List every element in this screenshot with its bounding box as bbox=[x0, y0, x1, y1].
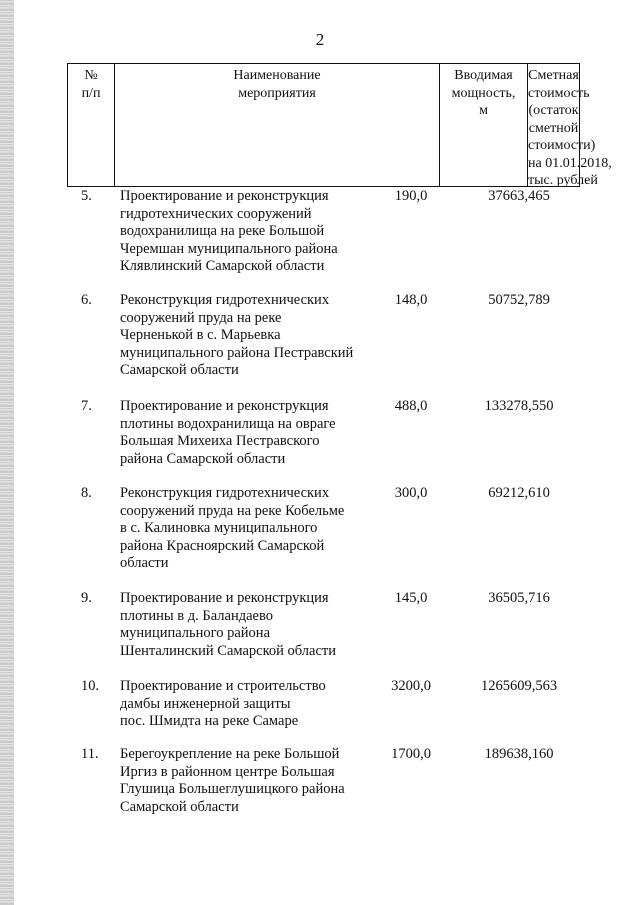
header-name-line: Наименование bbox=[233, 68, 321, 83]
row-name bbox=[120, 292, 365, 380]
row-cost: 189638,160 bbox=[484, 746, 554, 762]
row-name-line: Проектирование и реконструкция bbox=[120, 188, 329, 204]
header-power-line: Вводимая bbox=[454, 68, 513, 83]
header-num-line: п/п bbox=[81, 85, 101, 101]
row-power: 145,0 bbox=[394, 590, 428, 606]
row-power: 148,0 bbox=[394, 292, 428, 308]
header-cost-line: на 01.01.2018, bbox=[528, 155, 612, 171]
row-name-line: муниципального района Пестравский bbox=[120, 344, 354, 361]
row-name-line: в с. Калиновка муниципального bbox=[120, 520, 318, 537]
header-cost bbox=[527, 64, 612, 188]
row-cost: 69212,610 bbox=[488, 485, 550, 501]
row-number: 9. bbox=[81, 590, 92, 606]
row-name-line: плотины в д. Баландаево bbox=[120, 607, 273, 624]
row-cost: 1265609,563 bbox=[480, 678, 558, 694]
header-num-line: № bbox=[84, 68, 98, 83]
row-cost: 37663,465 bbox=[488, 188, 550, 204]
row-name bbox=[120, 678, 365, 731]
row-name-line: сооружений пруда на реке bbox=[120, 309, 282, 326]
row-name-line: Проектирование и реконструкция bbox=[120, 398, 329, 414]
row-name-line: Иргиз в районном центре Большая bbox=[120, 763, 335, 780]
header-name-line: мероприятия bbox=[238, 85, 316, 101]
row-name bbox=[120, 188, 365, 276]
row-name-line: гидротехнических сооружений bbox=[120, 205, 312, 222]
row-name bbox=[120, 746, 365, 816]
header-power-line: м bbox=[479, 103, 488, 118]
row-name-line: муниципального района bbox=[120, 625, 270, 642]
header-num bbox=[68, 64, 114, 186]
row-power: 488,0 bbox=[394, 398, 428, 414]
header-cost-line: тыс. рублей bbox=[528, 173, 598, 188]
table-header bbox=[67, 63, 612, 188]
row-cost: 133278,550 bbox=[484, 398, 554, 414]
row-name bbox=[120, 398, 365, 468]
row-name-line: Самарской области bbox=[120, 362, 239, 379]
header-cost-line: Сметная bbox=[528, 68, 579, 83]
row-number: 11. bbox=[81, 746, 99, 762]
row-name-line: Черненькой в с. Марьевка bbox=[120, 327, 281, 344]
row-number: 10. bbox=[81, 678, 100, 694]
row-name-line: области bbox=[120, 555, 169, 572]
row-name-line: Глушица Большеглушицкого района bbox=[120, 781, 345, 798]
row-number: 5. bbox=[81, 188, 92, 204]
header-power-line: мощность, bbox=[451, 85, 516, 101]
row-name-line: Берегоукрепление на реке Большой bbox=[120, 746, 340, 762]
header-cost-line: стоимости) bbox=[528, 138, 596, 153]
header-name bbox=[114, 64, 439, 186]
header-power bbox=[439, 64, 527, 186]
row-cost: 50752,789 bbox=[488, 292, 550, 308]
row-name bbox=[120, 485, 365, 573]
row-name-line: Реконструкция гидротехнических bbox=[120, 485, 330, 501]
row-name-line: Клявлинский Самарской области bbox=[120, 258, 325, 275]
row-power: 3200,0 bbox=[391, 678, 431, 694]
row-power: 190,0 bbox=[394, 188, 428, 204]
row-name-line: водохранилища на реке Большой bbox=[120, 223, 325, 240]
row-name-line: Самарской области bbox=[120, 798, 239, 815]
row-name-line: Реконструкция гидротехнических bbox=[120, 292, 330, 308]
row-power: 300,0 bbox=[394, 485, 428, 501]
row-cost: 36505,716 bbox=[488, 590, 550, 606]
row-name-line: Черемшан муниципального района bbox=[120, 240, 338, 257]
row-name-line: района Красноярский Самарской bbox=[120, 537, 325, 554]
row-number: 7. bbox=[81, 398, 92, 414]
header-cost-line: сметной bbox=[528, 120, 579, 136]
page-number: 2 bbox=[315, 30, 325, 49]
row-name-line: района Самарской области bbox=[120, 450, 286, 467]
header-cost-line: (остаток bbox=[528, 103, 579, 118]
row-name-line: сооружений пруда на реке Кобельме bbox=[120, 502, 345, 519]
row-name-line: дамбы инженерной защиты bbox=[120, 695, 291, 712]
row-name-line: пос. Шмидта на реке Самаре bbox=[120, 713, 299, 730]
row-name-line: плотины водохранилища на овраге bbox=[120, 415, 336, 432]
row-name bbox=[120, 590, 365, 660]
header-cost-line: стоимость bbox=[528, 85, 590, 101]
row-name-line: Шенталинский Самарской области bbox=[120, 642, 336, 659]
row-name-line: Большая Михеиха Пестравского bbox=[120, 433, 320, 450]
row-power: 1700,0 bbox=[391, 746, 431, 762]
scan-edge-shadow bbox=[0, 0, 14, 905]
row-number: 8. bbox=[81, 485, 92, 501]
row-number: 6. bbox=[81, 292, 92, 308]
row-name-line: Проектирование и реконструкция bbox=[120, 590, 329, 606]
row-name-line: Проектирование и строительство bbox=[120, 678, 326, 694]
